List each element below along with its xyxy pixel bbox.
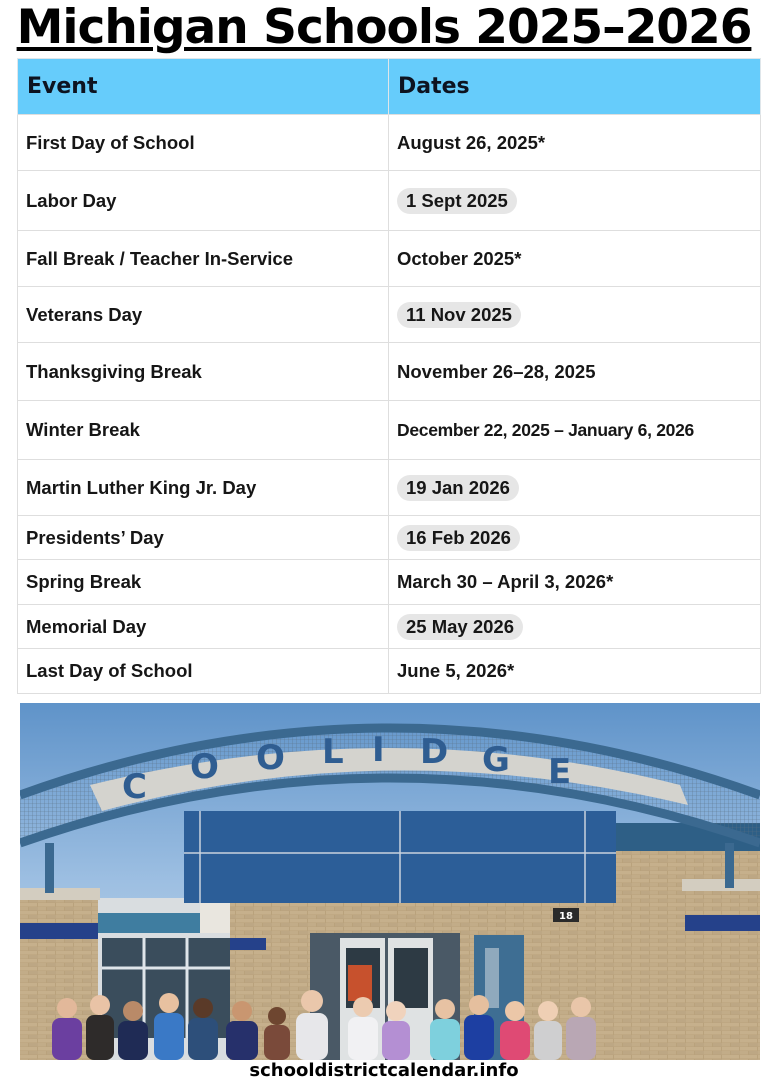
website-footer: schooldistrictcalendar.info bbox=[249, 1060, 519, 1081]
event-cell: Veterans Day bbox=[18, 287, 389, 343]
table-row bbox=[18, 516, 761, 560]
event-cell: Presidents’ Day bbox=[18, 516, 389, 560]
event-cell: Spring Break bbox=[18, 560, 389, 605]
table-header-row bbox=[18, 59, 761, 115]
column-header-event: Event bbox=[18, 59, 389, 115]
event-cell: Thanksgiving Break bbox=[18, 343, 389, 401]
date-cell bbox=[389, 605, 761, 649]
date-cell bbox=[389, 516, 761, 560]
table-row bbox=[18, 287, 761, 343]
date-cell: October 2025* bbox=[389, 231, 761, 287]
event-cell: Martin Luther King Jr. Day bbox=[18, 460, 389, 516]
date-pill: 11 Nov 2025 bbox=[397, 302, 521, 328]
school-entrance-illustration bbox=[20, 703, 760, 1060]
table-row bbox=[18, 115, 761, 171]
table-row bbox=[18, 401, 761, 460]
date-cell: August 26, 2025* bbox=[389, 115, 761, 171]
page-title: Michigan Schools 2025–2026 bbox=[16, 0, 752, 55]
date-cell bbox=[389, 460, 761, 516]
table-row bbox=[18, 649, 761, 694]
event-cell: Winter Break bbox=[18, 401, 389, 460]
school-photo bbox=[20, 703, 760, 1060]
date-cell: December 22, 2025 – January 6, 2026 bbox=[389, 401, 761, 460]
calendar-table bbox=[17, 58, 761, 694]
date-pill: 25 May 2026 bbox=[397, 614, 523, 640]
table-row bbox=[18, 231, 761, 287]
event-cell: First Day of School bbox=[18, 115, 389, 171]
school-sign-text: C O O L I D G E bbox=[122, 730, 572, 807]
table-row bbox=[18, 460, 761, 516]
date-pill: 16 Feb 2026 bbox=[397, 525, 520, 551]
table-row bbox=[18, 605, 761, 649]
column-header-dates: Dates bbox=[389, 59, 761, 115]
date-cell bbox=[389, 287, 761, 343]
date-cell: March 30 – April 3, 2026* bbox=[389, 560, 761, 605]
date-cell bbox=[389, 171, 761, 231]
event-cell: Labor Day bbox=[18, 171, 389, 231]
table-row bbox=[18, 171, 761, 231]
table-row bbox=[18, 560, 761, 605]
date-pill: 1 Sept 2025 bbox=[397, 188, 517, 214]
event-cell: Last Day of School bbox=[18, 649, 389, 694]
date-pill: 19 Jan 2026 bbox=[397, 475, 519, 501]
date-cell: June 5, 2026* bbox=[389, 649, 761, 694]
event-cell: Memorial Day bbox=[18, 605, 389, 649]
date-cell: November 26–28, 2025 bbox=[389, 343, 761, 401]
event-cell: Fall Break / Teacher In-Service bbox=[18, 231, 389, 287]
building-number: 18 bbox=[559, 911, 573, 922]
table-row bbox=[18, 343, 761, 401]
